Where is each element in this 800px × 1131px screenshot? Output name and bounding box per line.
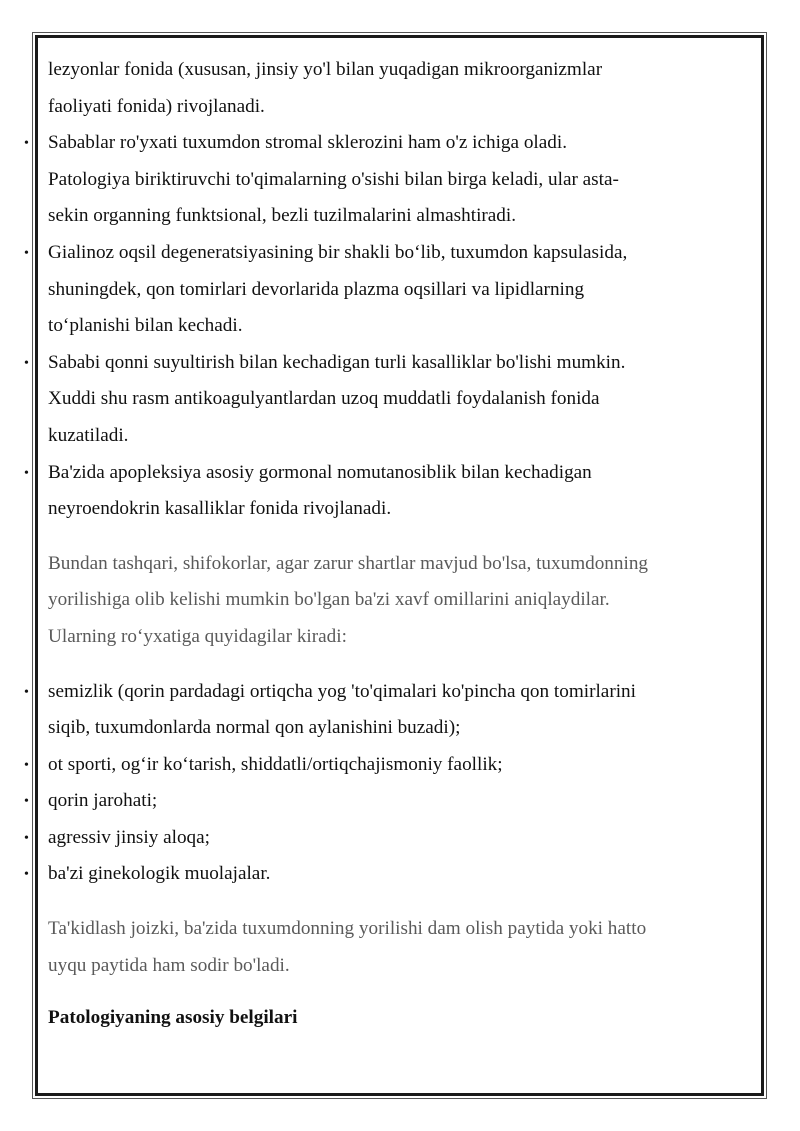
bullet-icon: •: [24, 465, 29, 481]
text-line: agressiv jinsiy aloqa;: [48, 826, 210, 848]
bullet-icon: •: [24, 245, 29, 261]
spacer: [48, 893, 748, 911]
text-line: Gialinoz oqsil degeneratsiyasining bir shakli bo‘lib, tuxumdon kapsulasida,: [48, 241, 628, 263]
text-line: Ularning ro‘yxatiga quyidagilar kiradi:: [48, 625, 347, 647]
intro-paragraph: [48, 52, 748, 125]
list-item: [24, 125, 748, 235]
text-line: siqib, tuxumdonlarda normal qon aylanishini buzadi);: [48, 717, 461, 739]
text-line: lezyonlar fonida (xususan, jinsiy yo'l bilan yuqadigan mikroorganizmlar: [48, 59, 603, 80]
list-item: [24, 820, 748, 857]
text-line: yorilishiga olib kelishi mumkin bo'lgan ba'zi xavf omillarini aniqlaydilar.: [48, 589, 610, 611]
text-line: Sababi qonni suyultirish bilan kechadigan turli kasalliklar bo'lishi mumkin.: [48, 351, 626, 373]
bullet-icon: •: [24, 830, 29, 846]
bullet-icon: •: [24, 355, 29, 371]
text-line: to‘planishi bilan kechadi.: [48, 315, 243, 337]
list-item: [24, 345, 748, 455]
causes-list: [24, 125, 748, 528]
bullet-icon: •: [24, 867, 29, 883]
text-line: sekin organning funktsional, bezli tuzilmalarini almashtiradi.: [48, 205, 517, 227]
list-item: [24, 674, 748, 747]
text-line: Sabablar ro'yxati tuxumdon stromal sklerozini ham o'z ichiga oladi.: [48, 132, 567, 154]
text-line: kuzatiladi.: [48, 424, 129, 446]
note-paragraph: [48, 911, 748, 984]
text-line: neyroendokrin kasalliklar fonida rivojlanadi.: [48, 498, 392, 520]
text-line: Xuddi shu rasm antikoagulyantlardan uzoq muddatli foydalanish fonida: [48, 388, 600, 410]
text-line: uyqu paytida ham sodir bo'ladi.: [48, 954, 290, 976]
spacer: [48, 528, 748, 546]
list-item: [24, 235, 748, 345]
text-line: semizlik (qorin pardadagi ortiqcha yog 'to'qimalari ko'pincha qon tomirlarini: [48, 680, 636, 702]
list-item: [24, 856, 748, 893]
bullet-icon: •: [24, 684, 29, 700]
text-line: Bundan tashqari, shifokorlar, agar zarur shartlar mavjud bo'lsa, tuxumdonning: [48, 552, 649, 574]
text-line: shuningdek, qon tomirlari devorlarida plazma oqsillari va lipidlarning: [48, 278, 585, 300]
list-item: [24, 455, 748, 528]
bullet-icon: •: [24, 794, 29, 810]
text-line: faoliyati fonida) rivojlanadi.: [48, 95, 265, 117]
section-heading: Patologiyaning asosiy belgilari: [48, 1007, 298, 1029]
text-line: ba'zi ginekologik muolajalar.: [48, 863, 271, 885]
document-body: [24, 52, 748, 1037]
bullet-icon: •: [24, 136, 29, 152]
text-line: qorin jarohati;: [48, 790, 158, 812]
text-line: Patologiya biriktiruvchi to'qimalarning o'sishi bilan birga keladi, ular asta-: [48, 168, 619, 190]
risk-factors-list: [24, 674, 748, 894]
spacer: [48, 656, 748, 674]
text-line: Ta'kidlash joizki, ba'zida tuxumdonning yorilishi dam olish paytida yoki hatto: [48, 918, 647, 940]
risk-factors-paragraph: [48, 546, 748, 656]
list-item: [24, 747, 748, 784]
bullet-icon: •: [24, 757, 29, 773]
list-item: [24, 783, 748, 820]
text-line: ot sporti, og‘ir ko‘tarish, shiddatli/ortiqchajismoniy faollik;: [48, 753, 503, 775]
spacer: [48, 984, 748, 1000]
text-line: Ba'zida apopleksiya asosiy gormonal nomutanosiblik bilan kechadigan: [48, 461, 592, 483]
